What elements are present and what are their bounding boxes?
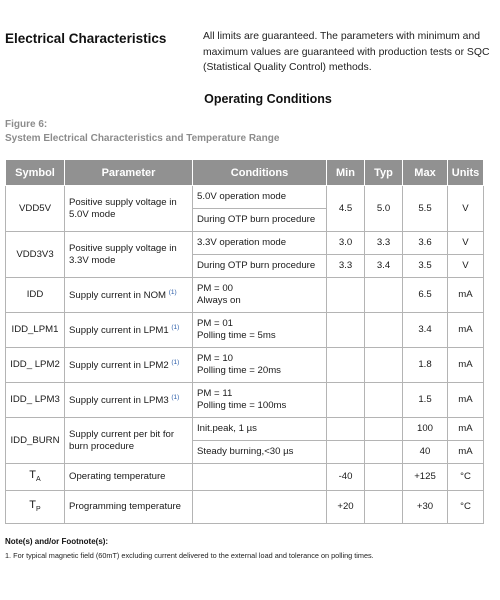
symbol-subscript: A xyxy=(36,475,41,483)
intro-paragraph: All limits are guaranteed. The parameters with minimum and maximum values are guaranteed with production tests or SQC (Statistical Quality Control) methods. xyxy=(203,31,490,73)
symbol-cell: IDD xyxy=(6,278,65,313)
condition-cell xyxy=(193,383,327,418)
condition-cell: During OTP burn procedure xyxy=(193,209,327,232)
parameter-cell xyxy=(65,383,193,418)
max-cell: 3.5 xyxy=(403,255,448,278)
parameter-cell: Programming temperature xyxy=(65,491,193,524)
min-cell xyxy=(327,348,365,383)
unit-cell: mA xyxy=(448,418,484,441)
footnote-ref: (1) xyxy=(171,394,180,402)
parameter-cell xyxy=(65,278,193,313)
unit-cell: V xyxy=(448,255,484,278)
typ-cell: 3.4 xyxy=(365,255,403,278)
typ-cell: 3.3 xyxy=(365,232,403,255)
condition-cell xyxy=(193,464,327,491)
min-cell: +20 xyxy=(327,491,365,524)
max-cell: 6.5 xyxy=(403,278,448,313)
parameter-cell xyxy=(65,348,193,383)
condition-cell: Init.peak, 1 µs xyxy=(193,418,327,441)
typ-cell xyxy=(365,491,403,524)
notes-heading: Note(s) and/or Footnote(s): xyxy=(5,537,109,546)
max-cell: +30 xyxy=(403,491,448,524)
condition-line: Polling time = 20ms xyxy=(197,365,281,376)
electrical-characteristics-table xyxy=(5,159,484,524)
condition-cell: Steady burning,<30 µs xyxy=(193,441,327,464)
unit-cell: mA xyxy=(448,383,484,418)
typ-cell xyxy=(365,464,403,491)
typ-cell xyxy=(365,418,403,441)
unit-cell: V xyxy=(448,232,484,255)
figure-label xyxy=(5,118,279,145)
table-row xyxy=(6,186,484,209)
footnote-ref: (1) xyxy=(171,324,180,332)
symbol-subscript: P xyxy=(36,505,41,513)
header-conditions: Conditions xyxy=(193,160,327,186)
condition-line: Always on xyxy=(197,295,241,306)
symbol-cell xyxy=(6,491,65,524)
min-cell xyxy=(327,383,365,418)
header-min: Min xyxy=(327,160,365,186)
max-cell: 40 xyxy=(403,441,448,464)
table-row xyxy=(6,232,484,255)
typ-cell xyxy=(365,441,403,464)
parameter-cell: Positive supply voltage in 3.3V mode xyxy=(65,232,193,278)
min-cell xyxy=(327,418,365,441)
min-cell: 3.3 xyxy=(327,255,365,278)
max-cell: 3.6 xyxy=(403,232,448,255)
header-symbol: Symbol xyxy=(6,160,65,186)
condition-line: PM = 01 xyxy=(197,318,233,329)
symbol-cell: IDD_BURN xyxy=(6,418,65,464)
typ-cell xyxy=(365,313,403,348)
typ-cell xyxy=(365,383,403,418)
condition-line: PM = 11 xyxy=(197,388,233,399)
table-row xyxy=(6,464,484,491)
parameter-cell xyxy=(65,313,193,348)
max-cell: 100 xyxy=(403,418,448,441)
unit-cell: mA xyxy=(448,313,484,348)
min-cell: 4.5 xyxy=(327,186,365,232)
min-cell: 3.0 xyxy=(327,232,365,255)
max-cell: 5.5 xyxy=(403,186,448,232)
symbol-cell: VDD3V3 xyxy=(6,232,65,278)
footnote-ref: (1) xyxy=(171,359,180,367)
footnote-1: 1. For typical magnetic field (60mT) excluding current delivered to the external load and tolerance on polling times. xyxy=(5,551,374,560)
table-row xyxy=(6,278,484,313)
header-typ: Typ xyxy=(365,160,403,186)
table-header-row xyxy=(6,160,484,186)
unit-cell: V xyxy=(448,186,484,232)
figure-number: Figure 6: xyxy=(5,119,48,130)
min-cell xyxy=(327,441,365,464)
condition-cell: During OTP burn procedure xyxy=(193,255,327,278)
parameter-cell: Operating temperature xyxy=(65,464,193,491)
unit-cell: °C xyxy=(448,464,484,491)
max-cell: 1.8 xyxy=(403,348,448,383)
max-cell: 1.5 xyxy=(403,383,448,418)
condition-cell xyxy=(193,278,327,313)
condition-cell: 5.0V operation mode xyxy=(193,186,327,209)
unit-cell: mA xyxy=(448,441,484,464)
symbol-main: T xyxy=(29,498,37,511)
symbol-main: T xyxy=(29,468,37,481)
operating-conditions-heading: Operating Conditions xyxy=(204,92,332,106)
footnote-ref: (1) xyxy=(168,289,177,297)
header-parameter: Parameter xyxy=(65,160,193,186)
condition-line: PM = 00 xyxy=(197,283,233,294)
typ-cell: 5.0 xyxy=(365,186,403,232)
header-max: Max xyxy=(403,160,448,186)
symbol-cell: IDD_ LPM2 xyxy=(6,348,65,383)
condition-line: PM = 10 xyxy=(197,353,233,364)
condition-cell: 3.3V operation mode xyxy=(193,232,327,255)
table-row xyxy=(6,418,484,441)
symbol-cell xyxy=(6,464,65,491)
unit-cell: °C xyxy=(448,491,484,524)
condition-line: Polling time = 5ms xyxy=(197,330,276,341)
max-cell: +125 xyxy=(403,464,448,491)
parameter-cell: Supply current per bit for burn procedure xyxy=(65,418,193,464)
section-title: Electrical Characteristics xyxy=(5,31,167,46)
parameter-cell: Positive supply voltage in 5.0V mode xyxy=(65,186,193,232)
table-row xyxy=(6,491,484,524)
min-cell xyxy=(327,278,365,313)
min-cell xyxy=(327,313,365,348)
max-cell: 3.4 xyxy=(403,313,448,348)
parameter-text: Supply current in LPM1 xyxy=(69,325,169,337)
typ-cell xyxy=(365,348,403,383)
condition-line: Polling time = 100ms xyxy=(197,400,287,411)
figure-caption: System Electrical Characteristics and Temperature Range xyxy=(5,132,280,144)
unit-cell: mA xyxy=(448,348,484,383)
symbol-cell: IDD_ LPM3 xyxy=(6,383,65,418)
table-row xyxy=(6,383,484,418)
unit-cell: mA xyxy=(448,278,484,313)
parameter-text: Supply current in LPM3 xyxy=(69,395,169,407)
table-row xyxy=(6,348,484,383)
condition-cell xyxy=(193,313,327,348)
symbol-cell: IDD_LPM1 xyxy=(6,313,65,348)
parameter-text: Supply current in NOM xyxy=(69,290,167,302)
min-cell: -40 xyxy=(327,464,365,491)
condition-cell xyxy=(193,348,327,383)
parameter-text: Supply current in LPM2 xyxy=(69,360,169,372)
header-units: Units xyxy=(448,160,484,186)
symbol-cell: VDD5V xyxy=(6,186,65,232)
table-row xyxy=(6,313,484,348)
typ-cell xyxy=(365,278,403,313)
condition-cell xyxy=(193,491,327,524)
